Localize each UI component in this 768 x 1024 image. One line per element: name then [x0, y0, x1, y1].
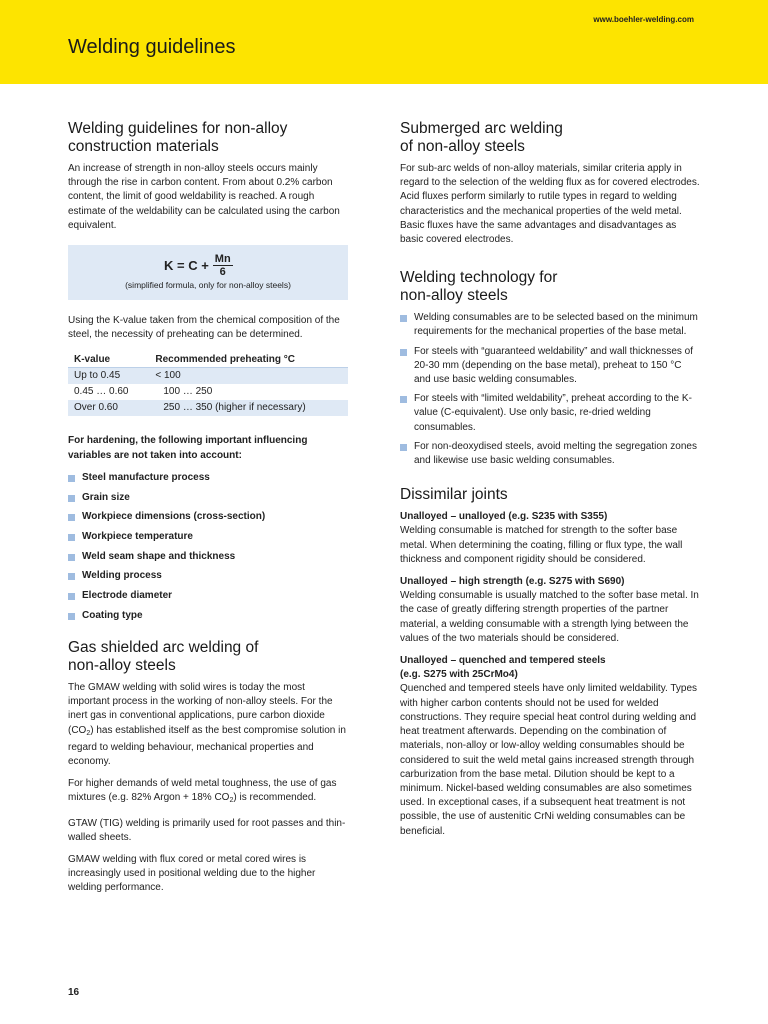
- list-item: Coating type: [68, 609, 348, 623]
- page-header-band: [0, 0, 768, 84]
- formula-lhs: K = C +: [164, 258, 209, 274]
- dissimilar-joint-title: Unalloyed – unalloyed (e.g. S235 with S355): [400, 511, 608, 523]
- submerged-arc-paragraph: For sub-arc welds of non-alloy materials, similar criteria apply in regard to the selection of the welding flux as for covered electrodes. Acid fluxes perform similarly to rutile types in regard to welding characteristics and the mechanical properties of the weld metal. Basic fluxes have the same advantages and disadvantages as basic covered electrodes.: [400, 163, 700, 246]
- website-url: www.boehler-welding.com: [593, 15, 694, 24]
- gmaw-paragraph: The GMAW welding with solid wires is today the most important process in the working of non-alloy steels. For the inert gas in conventional applications, pure carbon dioxide $(CO_2)$ has established itself as the best compromise solution in regard to welding behaviour, mechanical properties and economy.: [68, 681, 346, 767]
- table-header: K-value: [68, 352, 149, 368]
- list-item: For steels with “limited weldability”, preheat according to the K-value (C-equivalent). Use only basic, re-dried welding consumables.: [400, 392, 700, 435]
- section-title-dissimilar-joints: Dissimilar joints: [400, 486, 508, 504]
- hardening-list: [68, 471, 348, 623]
- table-row: 0.45 … 0.60 100 … 250: [74, 386, 213, 398]
- section-title-gas-shielded: Gas shielded arc welding of non-alloy steels: [68, 638, 259, 674]
- dissimilar-joint-text: Welding consumable is matched for strength to the softer base metal. When determining the coating, filling or flux type, the wall thickness and component rigidity should be considered.: [400, 525, 683, 565]
- dissimilar-joint-text: Welding consumable is usually matched to the softer base metal. In the case of greatly differing strength properties of the partner material, a welding consumable with a strength lying between the values of the two materials should be considered.: [400, 590, 699, 644]
- left-column: [68, 120, 348, 904]
- list-item: For non-deoxydised steels, avoid melting the segregation zones and likewise use basic welding consumables.: [400, 440, 700, 468]
- dissimilar-joint-title: Unalloyed – high strength (e.g. S275 with S690): [400, 576, 625, 588]
- formula-note: (simplified formula, only for non-alloy steels): [125, 280, 291, 291]
- dissimilar-joint-title: Unalloyed – quenched and tempered steels (e.g. S275 with 25CrMo4): [400, 655, 606, 681]
- list-item: Welding process: [68, 569, 348, 583]
- list-item: Grain size: [68, 491, 348, 505]
- section-title-welding-technology: Welding technology for non-alloy steels: [400, 269, 558, 305]
- welding-technology-list: [400, 311, 700, 468]
- k-value-text: Using the K-value taken from the chemical composition of the steel, the necessity of preheating can be determined.: [68, 315, 340, 341]
- table-header: Recommended preheating °C: [149, 352, 348, 368]
- right-column: [400, 120, 700, 847]
- guidelines-intro: An increase of strength in non-alloy steels occurs mainly through the rise in carbon content. From about 0.2% carbon content, the limit of good weldability is reached. A rough estimate of the weldability can be calculated using the carbon equivalent.: [68, 163, 340, 231]
- section-title-guidelines: Welding guidelines for non-alloy construction materials: [68, 120, 288, 155]
- page-title: Welding guidelines: [68, 36, 236, 58]
- table-row: Over 0.60 250 … 350 (higher if necessary): [68, 400, 348, 416]
- hardening-intro: For hardening, the following important influencing variables are not taken into account:: [68, 435, 308, 461]
- list-item: Workpiece dimensions (cross-section): [68, 510, 348, 524]
- list-item: Welding consumables are to be selected based on the minimum requirements for the mechanical properties of the base metal.: [400, 311, 700, 339]
- table-header-row: [68, 352, 348, 368]
- page-number: 16: [68, 987, 80, 998]
- list-item: Workpiece temperature: [68, 530, 348, 544]
- dissimilar-joint-text: Quenched and tempered steels have only limited weldability. Types with higher carbon contents should not be used for welded constructions. They require special heat control during welding and heat treatment afterwards. Depending on the combination of materials, non-alloy or low-alloy welding consumables should be considered to suit the weld metal gains increased strength through carburization from the base metal. Dilution should be kept to a minimum. Nickel-based welding consumables are also sometimes used. In exceptional cases, if a subsequent heat treatment is not possible, the use of austenitic CrNi welding consumables can be beneficial.: [400, 683, 698, 837]
- gas-mixture-paragraph: For higher demands of weld metal toughness, the use of gas mixtures (e.g. 82% Argon + 18% $CO_2$) is recommended.: [68, 778, 337, 805]
- list-item: Electrode diameter: [68, 589, 348, 603]
- list-item: Weld seam shape and thickness: [68, 550, 348, 564]
- gtaw-paragraph: GTAW (TIG) welding is primarily used for root passes and thin-walled sheets.: [68, 817, 346, 843]
- flux-cored-paragraph: GMAW welding with flux cored or metal cored wires is increasingly used in positional welding due to the higher welding performance.: [68, 853, 316, 894]
- preheating-table: [68, 352, 348, 416]
- carbon-equivalent-formula: [68, 245, 348, 300]
- table-row: Up to 0.45 < 100: [68, 368, 348, 385]
- section-title-submerged-arc: Submerged arc welding of non-alloy steels: [400, 120, 563, 155]
- list-item: Steel manufacture process: [68, 471, 348, 485]
- formula-fraction: $\frac{Mn}{6}$: [214, 253, 231, 279]
- list-item: For steels with “guaranteed weldability” and wall thicknesses of 20-30 mm (depending on the base metal), preheat to 150 °C and use basic welding consumables.: [400, 345, 700, 388]
